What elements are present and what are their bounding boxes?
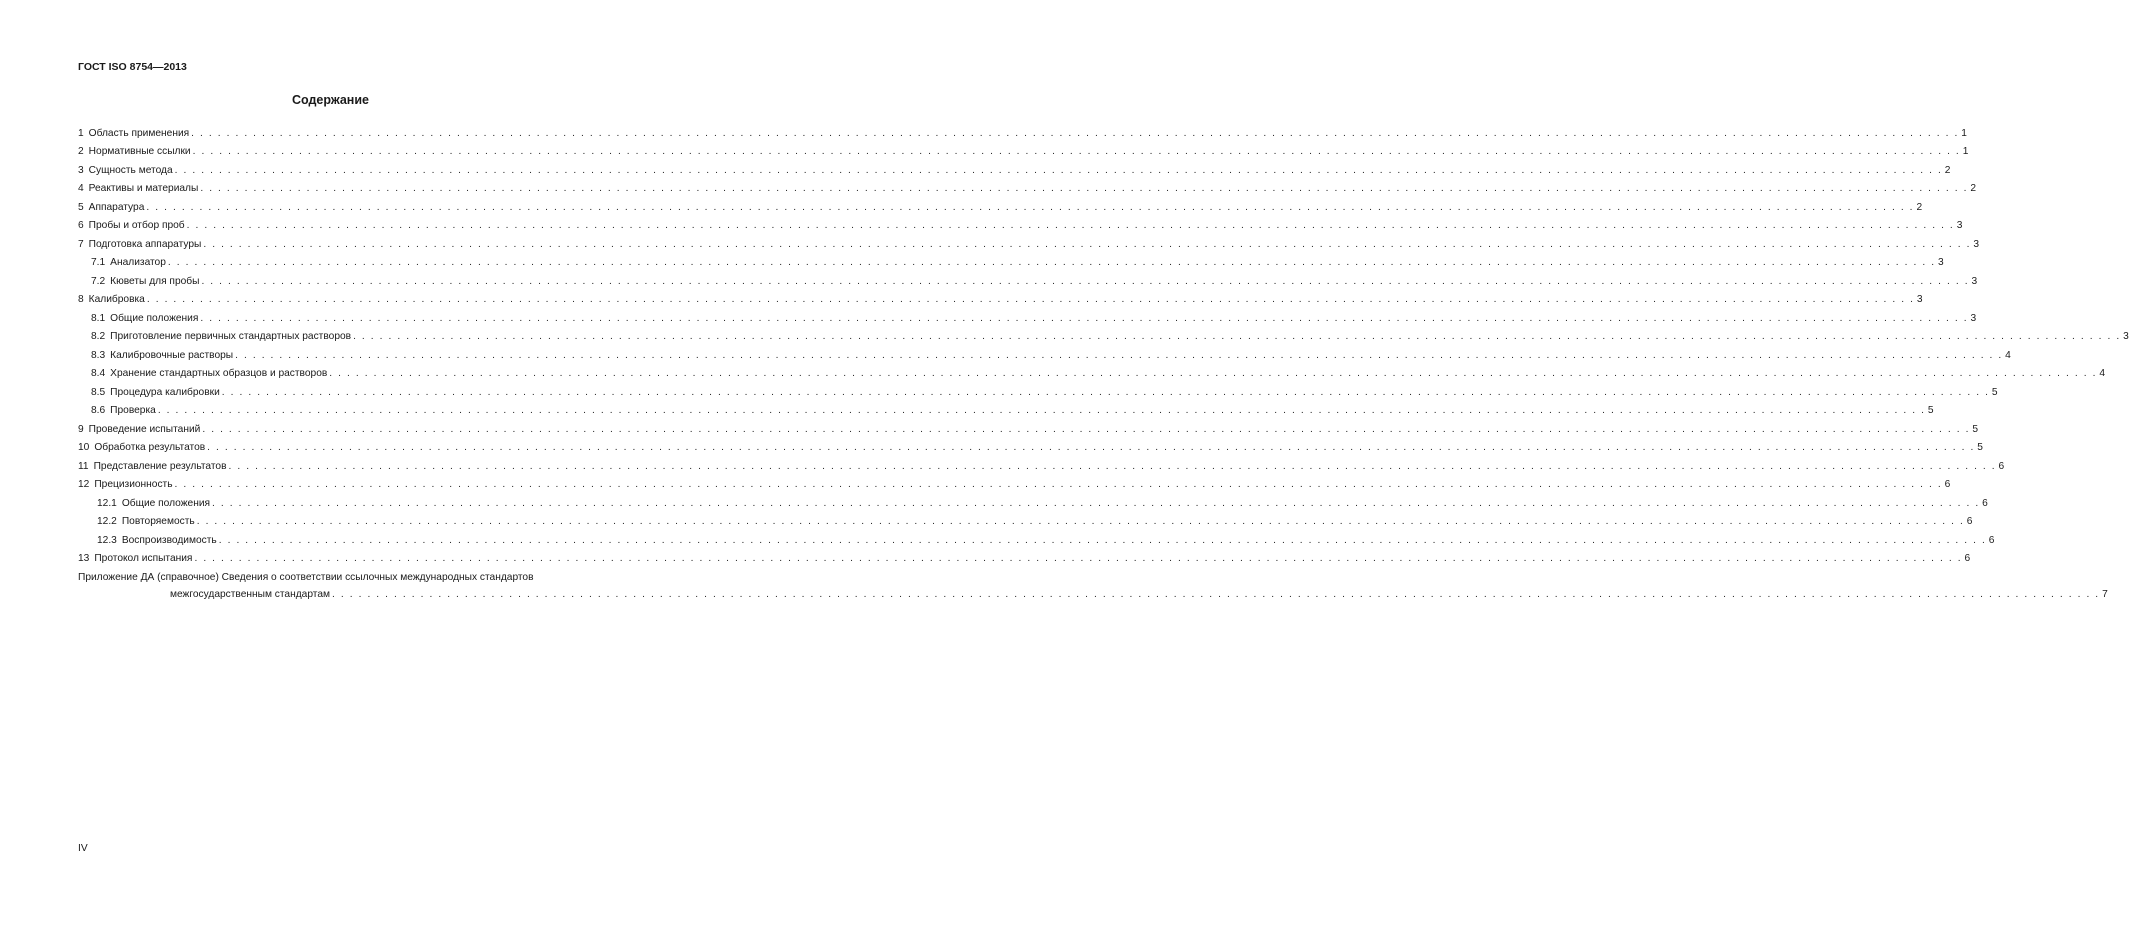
toc-entry-label: Приготовление первичных стандартных растворов — [110, 331, 352, 342]
toc-entry-label: Калибровочные растворы — [110, 349, 234, 361]
page-number: IV — [78, 843, 88, 854]
toc-entry-number: 7 — [78, 238, 84, 250]
dot-leader: . . . . . . . . . . . . . . . . . . . . . . . . . . . . . . . . . . . . . . . . . . . . . . . . . . . . . . . . . . . . . . . . . . . . . . . . . . . . . . . . . . . . . . . . . . . . . . . . . . . . . . . . . . . . . . . . . . . . . . . . . . . . . . . . . . . . . . . . . . . . . . . . . . . . . . . . . . . . . . . . . . . . . . . . . . . . . . . . . . . . . . . . . . . . . . . . . . . . . . . . — [200, 183, 1969, 194]
toc-entry-page: 3 — [2123, 331, 2129, 342]
toc-entry-number: 12.1 — [97, 497, 117, 509]
toc-entry-page: 2 — [1916, 201, 1923, 213]
toc-entry[interactable] — [78, 121, 1967, 140]
toc-entry-label: Обработка результатов — [94, 442, 206, 453]
toc-entry-number: 3 — [78, 164, 84, 176]
toc-entry-number: 8.1 — [91, 312, 106, 324]
toc-entry[interactable] — [78, 251, 1944, 270]
dot-leader: . . . . . . . . . . . . . . . . . . . . . . . . . . . . . . . . . . . . . . . . . . . . . . . . . . . . . . . . . . . . . . . . . . . . . . . . . . . . . . . . . . . . . . . . . . . . . . . . . . . . . . . . . . . . . . . . . . . . . . . . . . . . . . . . . . . . . . . . . . . . . . . . . . . . . . . . . . . . . . . . . . . . . . . . . . . . . . . . . . . . . . . . . . . . . . . . . . . . . . . . — [235, 349, 2003, 361]
toc-entry-page: 3 — [1916, 294, 1923, 305]
toc-entry-label: Общие положения — [110, 312, 199, 324]
toc-entry-label: Калибровка — [88, 294, 145, 305]
toc-entry-page: 3 — [1970, 312, 1977, 324]
toc-entry-number: 11 — [78, 460, 89, 472]
toc-entry-page: 6 — [1988, 534, 1995, 546]
toc-entry-page: 6 — [1982, 497, 1988, 509]
toc-entry-page: 2 — [1944, 164, 1951, 176]
toc-entry[interactable] — [78, 454, 2005, 473]
dot-leader: . . . . . . . . . . . . . . . . . . . . . . . . . . . . . . . . . . . . . . . . . . . . . . . . . . . . . . . . . . . . . . . . . . . . . . . . . . . . . . . . . . . . . . . . . . . . . . . . . . . . . . . . . . . . . . . . . . . . . . . . . . . . . . . . . . . . . . . . . . . . . . . . . . . . . . . . . . . . . . . . . . . . . . . . . . . . . . . . . . . . . . . . . . . . . . . . . . . . . . . . — [202, 423, 1971, 435]
toc-entry-label: Анализатор — [110, 257, 166, 268]
toc-entry-page: 2 — [1970, 183, 1977, 194]
toc-entry-page: 7 — [2102, 588, 2108, 600]
dot-leader: . . . . . . . . . . . . . . . . . . . . . . . . . . . . . . . . . . . . . . . . . . . . . . . . . . . . . . . . . . . . . . . . . . . . . . . . . . . . . . . . . . . . . . . . . . . . . . . . . . . . . . . . . . . . . . . . . . . . . . . . . . . . . . . . . . . . . . . . . . . . . . . . . . . . . . . . . . . . . . . . . . . . . . . . . . . . . . . . . . . . . . . . . . . . . . . . . . . . . . . . — [174, 164, 1943, 176]
toc-entry-page: 5 — [1977, 442, 1983, 453]
toc-entry-page: 6 — [1964, 553, 1971, 564]
document-header: ГОСТ ISO 8754—2013 — [78, 61, 187, 73]
dot-leader: . . . . . . . . . . . . . . . . . . . . . . . . . . . . . . . . . . . . . . . . . . . . . . . . . . . . . . . . . . . . . . . . . . . . . . . . . . . . . . . . . . . . . . . . . . . . . . . . . . . . . . . . . . . . . . . . . . . . . . . . . . . . . . . . . . . . . . . . . . . . . . . . . . . . . . . . . . . . . . . . . . . . . . . . . . . . . . . . . . . . . . . . . . . . . . . . . . . . . . . . — [207, 442, 1975, 453]
toc-entry-page: 5 — [1972, 423, 1979, 435]
toc-entry-page: 3 — [1937, 257, 1944, 268]
toc-entry-label: Прецизионность — [94, 479, 173, 490]
toc-entry[interactable] — [78, 214, 1963, 233]
dot-leader: . . . . . . . . . . . . . . . . . . . . . . . . . . . . . . . . . . . . . . . . . . . . . . . . . . . . . . . . . . . . . . . . . . . . . . . . . . . . . . . . . . . . . . . . . . . . . . . . . . . . . . . . . . . . . . . . . . . . . . . . . . . . . . . . . . . . . . . . . . . . . . . . . . . . . . . . . . . . . . . . . . . . . . . . . . . . . . . . . . . . . . . . . . . . . . . . . . . . . . . . — [194, 553, 1963, 564]
toc-entry[interactable] — [78, 417, 1979, 436]
toc-entry-label: Хранение стандартных образцов и растворов — [110, 368, 328, 379]
toc-entry-number: 6 — [78, 220, 84, 231]
toc-entry-label: Аппаратура — [88, 201, 145, 213]
dot-leader: . . . . . . . . . . . . . . . . . . . . . . . . . . . . . . . . . . . . . . . . . . . . . . . . . . . . . . . . . . . . . . . . . . . . . . . . . . . . . . . . . . . . . . . . . . . . . . . . . . . . . . . . . . . . . . . . . . . . . . . . . . . . . . . . . . . . . . . . . . . . . . . . . . . . . . . . . . . . . . . . . . . . . . . . . . . . . . . . . . . . . . . . . . . . . . . . . . . . . . . . — [186, 220, 1955, 231]
dot-leader: . . . . . . . . . . . . . . . . . . . . . . . . . . . . . . . . . . . . . . . . . . . . . . . . . . . . . . . . . . . . . . . . . . . . . . . . . . . . . . . . . . . . . . . . . . . . . . . . . . . . . . . . . . . . . . . . . . . . . . . . . . . . . . . . . . . . . . . . . . . . . . . . . . . . . . . . . . . . . . . . . . . . . . . . . . . . . . . . . . . . . . . . . . . . . . . . . . . . . . . . — [157, 405, 1926, 416]
dot-leader: . . . . . . . . . . . . . . . . . . . . . . . . . . . . . . . . . . . . . . . . . . . . . . . . . . . . . . . . . . . . . . . . . . . . . . . . . . . . . . . . . . . . . . . . . . . . . . . . . . . . . . . . . . . . . . . . . . . . . . . . . . . . . . . . . . . . . . . . . . . . . . . . . . . . . . . . . . . . . . . . . . . . . . . . . . . . . . . . . . . . . . . . . . . . . . . . . . . . . . . . — [201, 275, 1970, 287]
toc-entry-number: 13 — [78, 553, 90, 564]
page-title: Содержание — [291, 93, 369, 107]
toc-annex-entry[interactable] — [78, 584, 2108, 601]
toc-entry-page: 1 — [1961, 127, 1967, 139]
dot-leader: . . . . . . . . . . . . . . . . . . . . . . . . . . . . . . . . . . . . . . . . . . . . . . . . . . . . . . . . . . . . . . . . . . . . . . . . . . . . . . . . . . . . . . . . . . . . . . . . . . . . . . . . . . . . . . . . . . . . . . . . . . . . . . . . . . . . . . . . . . . . . . . . . . . . . . . . . . . . . . . . . . . . . . . . . . . . . . . . . . . . . . . . . . . . . . . . . . . . . . . . — [191, 127, 1959, 139]
toc-entry-page: 6 — [1966, 516, 1973, 527]
dot-leader: . . . . . . . . . . . . . . . . . . . . . . . . . . . . . . . . . . . . . . . . . . . . . . . . . . . . . . . . . . . . . . . . . . . . . . . . . . . . . . . . . . . . . . . . . . . . . . . . . . . . . . . . . . . . . . . . . . . . . . . . . . . . . . . . . . . . . . . . . . . . . . . . . . . . . . . . . . . . . . . . . . . . . . . . . . . . . . . . . . . . . . . . . . . . . . . . . . . . . . . . — [218, 534, 1987, 546]
toc-entry[interactable] — [78, 528, 1995, 547]
toc-entry-label: Представление результатов — [93, 460, 227, 472]
dot-leader: . . . . . . . . . . . . . . . . . . . . . . . . . . . . . . . . . . . . . . . . . . . . . . . . . . . . . . . . . . . . . . . . . . . . . . . . . . . . . . . . . . . . . . . . . . . . . . . . . . . . . . . . . . . . . . . . . . . . . . . . . . . . . . . . . . . . . . . . . . . . . . . . . . . . . . . . . . . . . . . . . . . . . . . . . . . . . . . . . . . . . . . . . . . . . . . . . . . . . . . . — [192, 146, 1961, 157]
toc-entry[interactable] — [78, 491, 1988, 510]
dot-leader: . . . . . . . . . . . . . . . . . . . . . . . . . . . . . . . . . . . . . . . . . . . . . . . . . . . . . . . . . . . . . . . . . . . . . . . . . . . . . . . . . . . . . . . . . . . . . . . . . . . . . . . . . . . . . . . . . . . . . . . . . . . . . . . . . . . . . . . . . . . . . . . . . . . . . . . . . . . . . . . . . . . . . . . . . . . . . . . . . . . . . . . . . . . . . . . . . . . . . . . . — [200, 312, 1969, 324]
toc-entry-label: Проведение испытаний — [88, 423, 201, 435]
toc-entry[interactable] — [78, 343, 2011, 362]
dot-leader: . . . . . . . . . . . . . . . . . . . . . . . . . . . . . . . . . . . . . . . . . . . . . . . . . . . . . . . . . . . . . . . . . . . . . . . . . . . . . . . . . . . . . . . . . . . . . . . . . . . . . . . . . . . . . . . . . . . . . . . . . . . . . . . . . . . . . . . . . . . . . . . . . . . . . . . . . . . . . . . . . . . . . . . . . . . . . . . . . . . . . . . . . . . . . . . . . . . . . . . . — [353, 331, 2121, 342]
toc-entry-page: 4 — [2005, 349, 2011, 361]
toc-entry-page: 3 — [1971, 275, 1978, 287]
toc-entry-page: 3 — [1956, 220, 1963, 231]
toc-entry[interactable] — [78, 380, 1998, 399]
toc-entry-number: 12.2 — [97, 516, 117, 527]
toc-entry-label: Пробы и отбор проб — [88, 220, 185, 231]
toc-entry-number: 8 — [78, 294, 84, 305]
toc-entry[interactable] — [78, 269, 1978, 288]
toc-entry-label: Процедура калибровки — [110, 386, 220, 398]
toc-entry-number: 10 — [78, 442, 90, 453]
toc-entry-page: 6 — [1998, 460, 2005, 472]
dot-leader: . . . . . . . . . . . . . . . . . . . . . . . . . . . . . . . . . . . . . . . . . . . . . . . . . . . . . . . . . . . . . . . . . . . . . . . . . . . . . . . . . . . . . . . . . . . . . . . . . . . . . . . . . . . . . . . . . . . . . . . . . . . . . . . . . . . . . . . . . . . . . . . . . . . . . . . . . . . . . . . . . . . . . . . . . . . . . . . . . . . . . . . . . . . . . . . . . . . . . . . . — [146, 294, 1915, 305]
toc-entry-number: 8.2 — [91, 331, 106, 342]
toc-entry[interactable] — [78, 510, 1973, 529]
toc-entry-label: Реактивы и материалы — [88, 183, 199, 194]
dot-leader: . . . . . . . . . . . . . . . . . . . . . . . . . . . . . . . . . . . . . . . . . . . . . . . . . . . . . . . . . . . . . . . . . . . . . . . . . . . . . . . . . . . . . . . . . . . . . . . . . . . . . . . . . . . . . . . . . . . . . . . . . . . . . . . . . . . . . . . . . . . . . . . . . . . . . . . . . . . . . . . . . . . . . . . . . . . . . . . . . . . . . . . . . . . . . . . . . . . . . . . . — [332, 588, 2100, 600]
dot-leader: . . . . . . . . . . . . . . . . . . . . . . . . . . . . . . . . . . . . . . . . . . . . . . . . . . . . . . . . . . . . . . . . . . . . . . . . . . . . . . . . . . . . . . . . . . . . . . . . . . . . . . . . . . . . . . . . . . . . . . . . . . . . . . . . . . . . . . . . . . . . . . . . . . . . . . . . . . . . . . . . . . . . . . . . . . . . . . . . . . . . . . . . . . . . . . . . . . . . . . . . — [329, 368, 2098, 379]
toc-entry-number: 7.1 — [91, 257, 106, 268]
toc-entry[interactable] — [78, 177, 1977, 196]
toc-entry-page: 5 — [1927, 405, 1934, 416]
toc-entry-label: Область применения — [88, 127, 190, 139]
toc-entry-number: 12 — [78, 479, 90, 490]
toc-entry-number: 8.6 — [91, 405, 106, 416]
toc-entry-label: Общие положения — [121, 497, 211, 509]
toc-entry-label: Подготовка аппаратуры — [88, 238, 202, 250]
dot-leader: . . . . . . . . . . . . . . . . . . . . . . . . . . . . . . . . . . . . . . . . . . . . . . . . . . . . . . . . . . . . . . . . . . . . . . . . . . . . . . . . . . . . . . . . . . . . . . . . . . . . . . . . . . . . . . . . . . . . . . . . . . . . . . . . . . . . . . . . . . . . . . . . . . . . . . . . . . . . . . . . . . . . . . . . . . . . . . . . . . . . . . . . . . . . . . . . . . . . . . . . — [212, 497, 1980, 509]
toc-entry-label: Протокол испытания — [94, 553, 193, 564]
toc-entry-number: 9 — [78, 423, 84, 435]
toc-entry-label: Воспроизводимость — [121, 534, 217, 546]
toc-entry-page: 5 — [1991, 386, 1998, 398]
toc-entry[interactable] — [78, 288, 1923, 307]
toc-entry-number: 8.3 — [91, 349, 106, 361]
toc-entry-label: Повторяемость — [121, 516, 195, 527]
toc-entry-page: 6 — [1944, 479, 1951, 490]
toc-entry[interactable] — [78, 158, 1951, 177]
toc-annex-title[interactable]: Приложение ДА (справочное) Сведения о соответствии ссылочных международных стандартов — [78, 571, 534, 583]
toc-entry[interactable] — [78, 232, 1980, 251]
table-of-contents — [78, 121, 2129, 601]
toc-entry-label: Нормативные ссылки — [88, 146, 191, 157]
toc-entry-label: Кюветы для пробы — [110, 275, 200, 287]
toc-entry-page: 1 — [1962, 146, 1969, 157]
toc-annex-label: межгосударственным стандартам — [170, 588, 330, 600]
dot-leader: . . . . . . . . . . . . . . . . . . . . . . . . . . . . . . . . . . . . . . . . . . . . . . . . . . . . . . . . . . . . . . . . . . . . . . . . . . . . . . . . . . . . . . . . . . . . . . . . . . . . . . . . . . . . . . . . . . . . . . . . . . . . . . . . . . . . . . . . . . . . . . . . . . . . . . . . . . . . . . . . . . . . . . . . . . . . . . . . . . . . . . . . . . . . . . . . . . . . . . . . — [228, 460, 1997, 472]
dot-leader: . . . . . . . . . . . . . . . . . . . . . . . . . . . . . . . . . . . . . . . . . . . . . . . . . . . . . . . . . . . . . . . . . . . . . . . . . . . . . . . . . . . . . . . . . . . . . . . . . . . . . . . . . . . . . . . . . . . . . . . . . . . . . . . . . . . . . . . . . . . . . . . . . . . . . . . . . . . . . . . . . . . . . . . . . . . . . . . . . . . . . . . . . . . . . . . . . . . . . . . . — [203, 238, 1972, 250]
toc-entry-number: 12.3 — [97, 534, 117, 546]
dot-leader: . . . . . . . . . . . . . . . . . . . . . . . . . . . . . . . . . . . . . . . . . . . . . . . . . . . . . . . . . . . . . . . . . . . . . . . . . . . . . . . . . . . . . . . . . . . . . . . . . . . . . . . . . . . . . . . . . . . . . . . . . . . . . . . . . . . . . . . . . . . . . . . . . . . . . . . . . . . . . . . . . . . . . . . . . . . . . . . . . . . . . . . . . . . . . . . . . . . . . . . . — [167, 257, 1936, 268]
toc-entry-number: 5 — [78, 201, 84, 213]
toc-entry-label: Проверка — [110, 405, 156, 416]
dot-leader: . . . . . . . . . . . . . . . . . . . . . . . . . . . . . . . . . . . . . . . . . . . . . . . . . . . . . . . . . . . . . . . . . . . . . . . . . . . . . . . . . . . . . . . . . . . . . . . . . . . . . . . . . . . . . . . . . . . . . . . . . . . . . . . . . . . . . . . . . . . . . . . . . . . . . . . . . . . . . . . . . . . . . . . . . . . . . . . . . . . . . . . . . . . . . . . . . . . . . . . . — [174, 479, 1943, 490]
toc-entry-number: 8.4 — [91, 368, 106, 379]
toc-entry[interactable] — [78, 195, 1923, 214]
toc-entry[interactable] — [78, 399, 1934, 418]
toc-entry-number: 2 — [78, 146, 84, 157]
toc-entry-page: 3 — [1973, 238, 1980, 250]
dot-leader: . . . . . . . . . . . . . . . . . . . . . . . . . . . . . . . . . . . . . . . . . . . . . . . . . . . . . . . . . . . . . . . . . . . . . . . . . . . . . . . . . . . . . . . . . . . . . . . . . . . . . . . . . . . . . . . . . . . . . . . . . . . . . . . . . . . . . . . . . . . . . . . . . . . . . . . . . . . . . . . . . . . . . . . . . . . . . . . . . . . . . . . . . . . . . . . . . . . . . . . . — [146, 201, 1915, 213]
dot-leader: . . . . . . . . . . . . . . . . . . . . . . . . . . . . . . . . . . . . . . . . . . . . . . . . . . . . . . . . . . . . . . . . . . . . . . . . . . . . . . . . . . . . . . . . . . . . . . . . . . . . . . . . . . . . . . . . . . . . . . . . . . . . . . . . . . . . . . . . . . . . . . . . . . . . . . . . . . . . . . . . . . . . . . . . . . . . . . . . . . . . . . . . . . . . . . . . . . . . . . . . — [221, 386, 1990, 398]
toc-entry[interactable] — [78, 306, 1977, 325]
toc-entry-number: 8.5 — [91, 386, 106, 398]
toc-entry[interactable] — [78, 325, 2129, 344]
toc-entry-label: Сущность метода — [88, 164, 173, 176]
toc-entry-number: 1 — [78, 127, 84, 139]
toc-entry[interactable] — [78, 140, 1969, 159]
dot-leader: . . . . . . . . . . . . . . . . . . . . . . . . . . . . . . . . . . . . . . . . . . . . . . . . . . . . . . . . . . . . . . . . . . . . . . . . . . . . . . . . . . . . . . . . . . . . . . . . . . . . . . . . . . . . . . . . . . . . . . . . . . . . . . . . . . . . . . . . . . . . . . . . . . . . . . . . . . . . . . . . . . . . . . . . . . . . . . . . . . . . . . . . . . . . . . . . . . . . . . . . — [196, 516, 1965, 527]
toc-entry-number: 7.2 — [91, 275, 106, 287]
toc-entry[interactable] — [78, 436, 1983, 455]
toc-entry[interactable] — [78, 547, 1971, 566]
toc-entry[interactable] — [78, 473, 1951, 492]
toc-entry[interactable] — [78, 362, 2106, 381]
toc-entry-number: 4 — [78, 183, 84, 194]
toc-entry-page: 4 — [2099, 368, 2106, 379]
